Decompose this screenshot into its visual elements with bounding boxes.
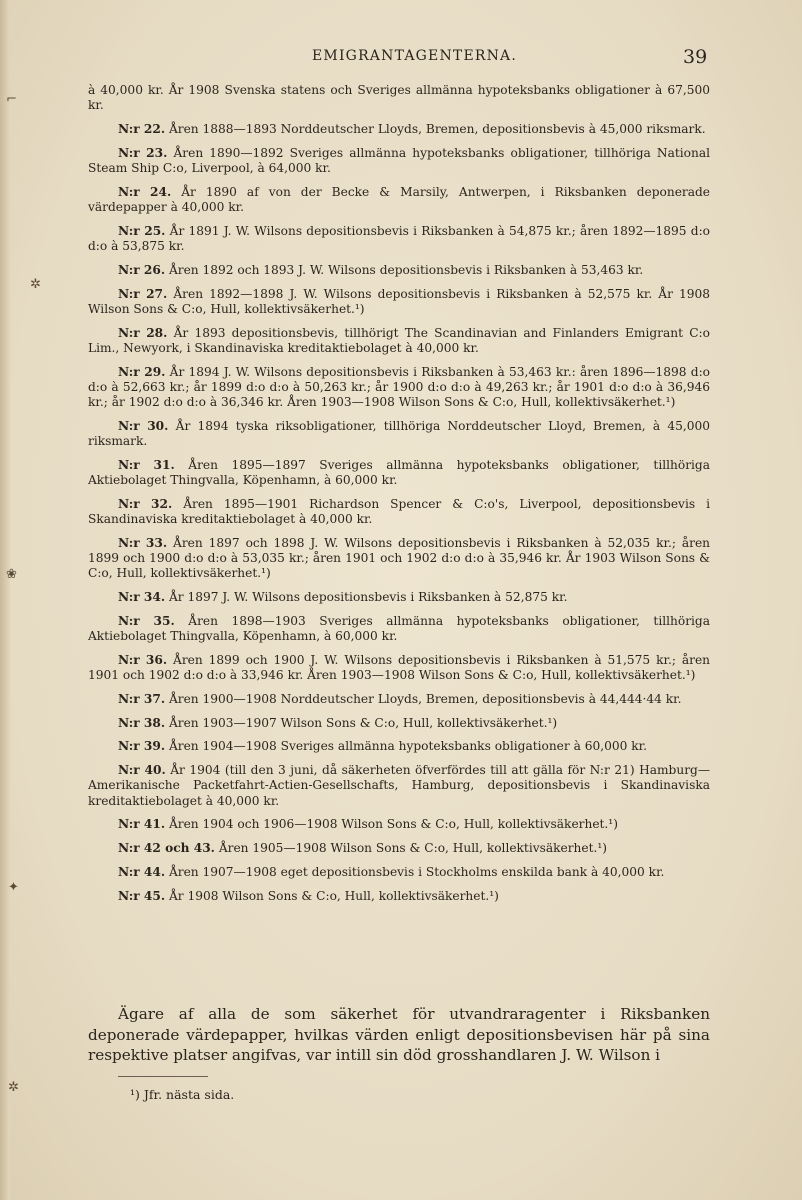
entry-paragraph [88,185,710,215]
entry-text: Åren 1898—1903 Sveriges allmänna hypoteksbanks obligationer, tillhöriga Aktiebolaget Thingvalla, Köpenhamn, à 60,000 kr. [88,613,711,643]
entry-text: År 1897 J. W. Wilsons depositionsbevis i Riksbanken à 52,875 kr. [168,590,568,604]
entry-paragraph [88,287,710,317]
entry-number: N:r 25. [118,223,166,238]
entry-number: N:r 33. [118,535,168,550]
margin-mark-4: ✦ [8,880,19,895]
intro-paragraph: à 40,000 kr. År 1908 Svenska statens och Sveriges allmänna hypoteksbanks obligationer à 67,500 kr. [88,83,710,113]
entry-number: N:r 30. [118,418,169,433]
footnote: ¹) Jfr. nästa sida. [130,1087,235,1102]
entry-text: Åren 1907—1908 eget depositionsbevis i Stockholms enskilda bank à 40,000 kr. [168,864,665,879]
entry-paragraph [88,692,710,707]
margin-mark-1: ⌐ [6,92,17,107]
entry-paragraph [88,716,710,731]
entry-paragraph [88,365,710,411]
entry-number: N:r 26. [118,262,166,277]
entry-paragraph [88,889,710,904]
entry-number: N:r 39. [118,739,166,754]
entry-text: År 1894 J. W. Wilsons depositionsbevis i Riksbanken à 53,463 kr.: åren 1896—1898 d:o d:o à 52,663 kr.; år 1899 d:o d:o à 50,263 kr.; år 1900 d:o d:o à 49,263 kr.; år 1901 d:o d:o à 36,946 kr.; år 1902 d:o d:o à 36,346 kr. Åren 1903—1908 Wilson Sons & C:o, Hull, kollektivsäkerhet.¹) [88,364,711,409]
margin-mark-5: ✲ [8,1080,19,1095]
entry-number: N:r 36. [118,652,168,667]
page-gutter-edge [0,0,10,1200]
entry-text: Åren 1903—1907 Wilson Sons & C:o, Hull, kollektivsäkerhet.¹) [168,715,558,730]
closing-paragraph: Ägare af alla de som säkerhet för utvandraragenter i Riksbanken deponerade värdepapper, hvilkas värden enligt depositionsbevisen här på sina respektive platser angifvas, var intill sin död grosshandlaren J. W. Wilson i [88,1005,710,1064]
entry-text: År 1890 af von der Becke & Marsily, Antwerpen, i Riksbanken deponerade värdepapper à 40,000 kr. [88,184,711,214]
entry-text: Åren 1904—1908 Sveriges allmänna hypoteksbanks obligationer à 60,000 kr. [168,739,648,754]
entry-number: N:r 41. [118,817,166,832]
body-text [88,83,710,913]
entry-text: Åren 1892 och 1893 J. W. Wilsons depositionsbevis i Riksbanken à 53,463 kr. [168,262,644,277]
entry-number: N:r 37. [118,691,166,706]
entry-text: Åren 1899 och 1900 J. W. Wilsons depositionsbevis i Riksbanken à 51,575 kr.; åren 1901 och 1902 d:o d:o à 33,946 kr. Åren 1903—1908 Wilson Sons & C:o, Hull, kollektivsäkerhet.¹) [88,652,711,682]
running-title: EMIGRANTAGENTERNA. [312,48,518,64]
entry-number: N:r 31. [118,457,175,472]
margin-mark-3: ❀ [6,567,17,582]
entry-text: Åren 1897 och 1898 J. W. Wilsons depositionsbevis i Riksbanken à 52,035 kr.; åren 1899 och 1900 d:o d:o à 53,035 kr.; åren 1901 och 1902 d:o d:o à 35,946 kr. År 1903 Wilson Sons & C:o, Hull, kollektivsäkerhet.¹) [88,535,711,581]
entry-paragraph [88,739,710,754]
margin-mark-2: ✲ [30,277,41,292]
entry-paragraph [88,653,710,683]
entry-paragraph [88,122,710,137]
entry-paragraph [88,817,710,832]
footnote-rule [118,1076,208,1077]
entry-text: År 1904 (till den 3 juni, då säkerheten öfverfördes till att gälla för N:r 21) Hamburg—Amerikanische Packetfahrt-Actien-Gesellschafts, Hamburg, depositionsbevis i Skandinaviska kreditaktiebolaget à 40,000 kr. [88,763,711,808]
entry-number: N:r 27. [118,286,168,301]
entry-text: Åren 1890—1892 Sveriges allmänna hypoteksbanks obligationer, tillhöriga National Steam Ship C:o, Liverpool, à 64,000 kr. [88,145,711,175]
entry-text: Åren 1900—1908 Norddeutscher Lloyds, Bremen, depositionsbevis à 44,444·44 kr. [168,691,682,706]
entry-text: År 1894 tyska riksobligationer, tillhöriga Norddeutscher Lloyd, Bremen, à 45,000 riksmark. [88,418,711,448]
entry-paragraph [88,536,710,582]
entry-text: Åren 1895—1897 Sveriges allmänna hypoteksbanks obligationer, tillhöriga Aktiebolaget Thingvalla, Köpenhamn, à 60,000 kr. [88,457,711,487]
entry-paragraph [88,263,710,278]
entry-text: Åren 1888—1893 Norddeutscher Lloyds, Bremen, depositionsbevis à 45,000 riksmark. [168,122,706,136]
entry-text: Åren 1895—1901 Richardson Spencer & C:o's, Liverpool, depositionsbevis i Skandinaviska kreditaktiebolaget à 40,000 kr. [88,496,710,526]
entry-number: N:r 23. [118,145,168,160]
entry-number: N:r 29. [118,364,166,379]
entry-paragraph [88,146,710,176]
entry-number: N:r 38. [118,715,166,730]
entry-paragraph [88,458,710,488]
entry-number: N:r 35. [118,613,175,628]
page-header [0,46,802,70]
entry-paragraph [88,419,710,449]
entry-paragraph [88,224,710,254]
entry-paragraph [88,841,710,856]
entry-number: N:r 42 och 43. [118,841,215,856]
entry-number: N:r 32. [118,496,173,511]
page-number: 39 [683,46,708,68]
entry-paragraph [88,590,710,605]
entry-number: N:r 22. [118,122,166,136]
entry-text: År 1891 J. W. Wilsons depositionsbevis i Riksbanken à 54,875 kr.; åren 1892—1895 d:o d:o à 53,875 kr. [88,223,711,253]
entry-paragraph [88,614,710,644]
entry-number: N:r 40. [118,763,166,778]
entry-number: N:r 45. [118,888,166,903]
entry-paragraph [88,865,710,880]
entry-paragraph [88,326,710,356]
entry-number: N:r 28. [118,325,168,340]
entry-paragraph [88,497,710,527]
entry-text: År 1893 depositionsbevis, tillhörigt The Scandinavian and Finlanders Emigrant C:o Lim., Newyork, i Skandinaviska kreditaktiebolaget à 40,000 kr. [88,325,710,355]
entry-number: N:r 44. [118,864,166,879]
entry-text: År 1908 Wilson Sons & C:o, Hull, kollektivsäkerhet.¹) [168,888,499,903]
entry-paragraph [88,763,710,809]
entry-text: Åren 1904 och 1906—1908 Wilson Sons & C:o, Hull, kollektivsäkerhet.¹) [168,817,618,832]
entry-text: Åren 1892—1898 J. W. Wilsons depositionsbevis i Riksbanken à 52,575 kr. År 1908 Wilson Sons & C:o, Hull, kollektivsäkerhet.¹) [88,286,711,316]
entry-text: Åren 1905—1908 Wilson Sons & C:o, Hull, kollektivsäkerhet.¹) [218,841,608,856]
entry-number: N:r 34. [118,590,166,604]
entry-number: N:r 24. [118,184,172,199]
